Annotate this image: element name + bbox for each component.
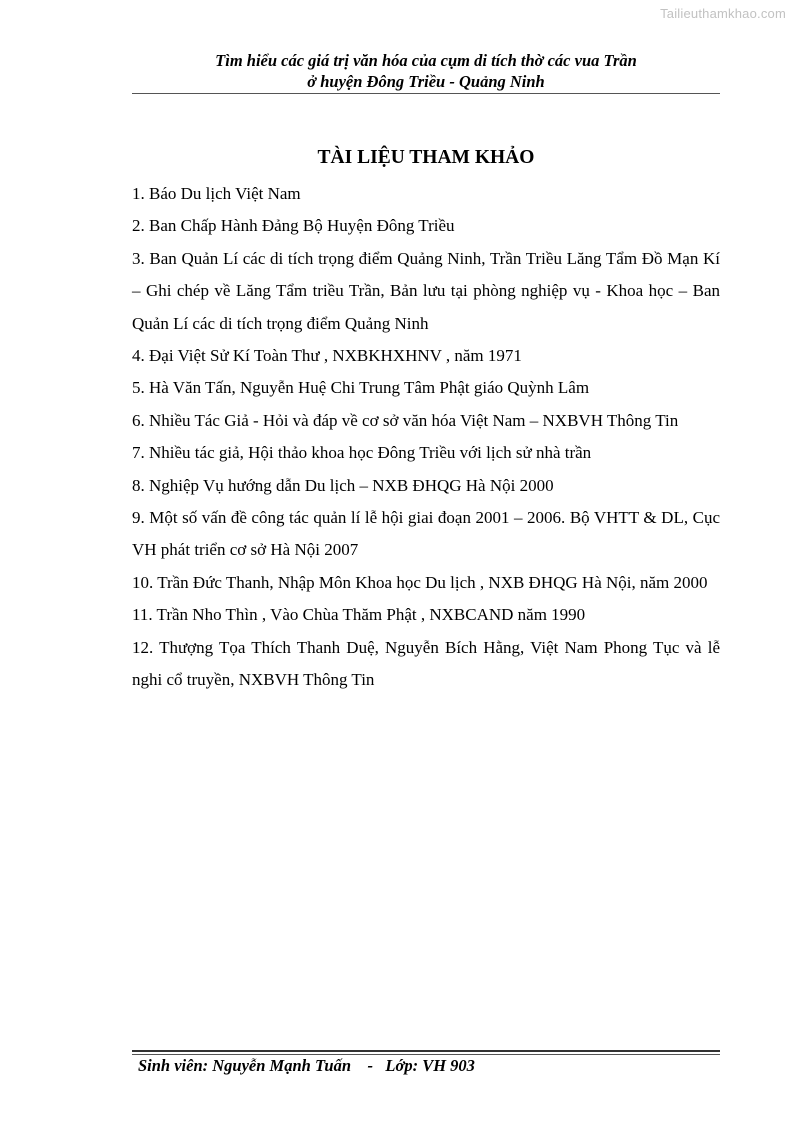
running-header-line-1: Tìm hiểu các giá trị văn hóa của cụm di tích thờ các vua Trần xyxy=(215,51,637,70)
running-header-line-2: ở huyện Đông Triều - Quảng Ninh xyxy=(307,72,545,91)
reference-item: 8. Nghiệp Vụ hướng dẫn Du lịch – NXB ĐHQG Hà Nội 2000 xyxy=(132,475,554,495)
watermark-text: Tailieuthamkhao.com xyxy=(660,6,786,21)
reference-item: 11. Trần Nho Thìn , Vào Chùa Thăm Phật , NXBCAND năm 1990 xyxy=(132,605,586,625)
reference-item: 5. Hà Văn Tấn, Nguyễn Huệ Chi Trung Tâm Phật giáo Quỳnh Lâm xyxy=(132,378,590,398)
reference-list xyxy=(132,178,720,697)
reference-item: 6. Nhiều Tác Giả - Hỏi và đáp về cơ sở văn hóa Việt Nam – NXBVH Thông Tin xyxy=(132,410,679,430)
running-header xyxy=(132,50,720,92)
reference-item: 3. Ban Quản Lí các di tích trọng điểm Quảng Ninh, Trần Triều Lăng Tẩm Đồ Mạn Kí – Ghi chép về Lăng Tẩm triều Trần, Bản lưu tại phòng nghiệp vụ - Khoa học – Ban Quản Lí các di tích trọng điểm Quảng Ninh xyxy=(132,248,720,333)
header-divider xyxy=(132,93,720,94)
reference-item: 10. Trần Đức Thanh, Nhập Môn Khoa học Du lịch , NXB ĐHQG Hà Nội, năm 2000 xyxy=(132,572,708,592)
page-title: TÀI LIỆU THAM KHẢO xyxy=(317,147,535,168)
reference-item: 7. Nhiều tác giả, Hội thảo khoa học Đông Triều với lịch sử nhà trần xyxy=(132,443,592,463)
reference-item: 9. Một số vấn đề công tác quản lí lễ hội giai đoạn 2001 – 2006. Bộ VHTT & DL, Cục VH phát triển cơ sở Hà Nội 2007 xyxy=(132,508,720,560)
reference-item: 2. Ban Chấp Hành Đảng Bộ Huyện Đông Triều xyxy=(132,216,455,236)
reference-item: 1. Báo Du lịch Việt Nam xyxy=(132,184,301,203)
footer-divider-thick xyxy=(132,1050,720,1052)
reference-item: 12. Thượng Tọa Thích Thanh Duệ, Nguyễn Bích Hằng, Việt Nam Phong Tục và lễ nghi cổ truyền, NXBVH Thông Tin xyxy=(132,637,720,690)
reference-item: 4. Đại Việt Sử Kí Toàn Thư , NXBKHXHNV , năm 1971 xyxy=(132,346,522,366)
footer-student-info: Sinh viên: Nguyễn Mạnh Tuấn - Lớp: VH 903 xyxy=(138,1056,475,1075)
